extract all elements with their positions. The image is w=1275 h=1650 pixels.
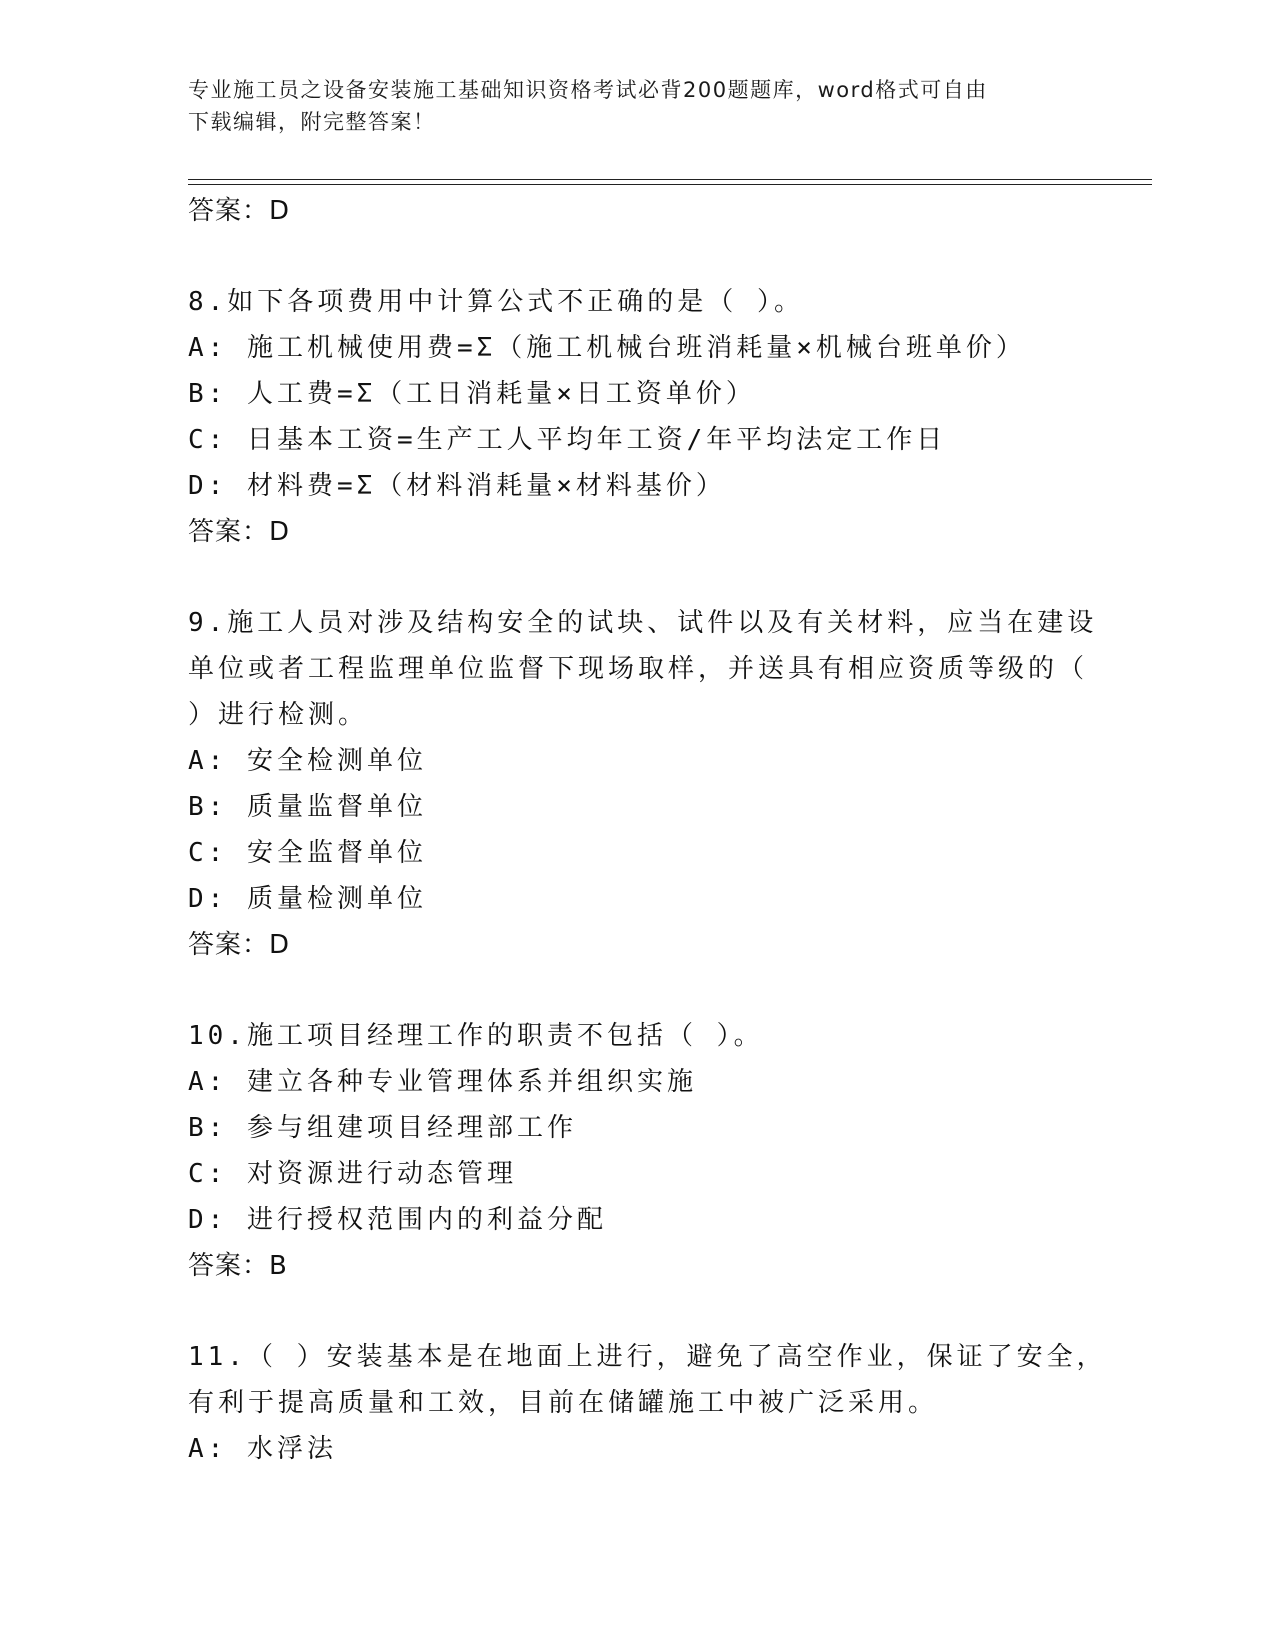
- option-b: B: 参与组建项目经理部工作: [188, 1113, 577, 1143]
- question-stem: 9.施工人员对涉及结构安全的试块、试件以及有关材料，应当在建设: [188, 608, 1098, 638]
- question-8: [188, 279, 1148, 555]
- header-rule-bottom: [188, 184, 1152, 185]
- option-d: D: 材料费=Σ（材料消耗量×材料基价）: [188, 471, 726, 501]
- answer-line: 答案：B: [188, 1251, 288, 1281]
- option-c: C: 安全监督单位: [188, 838, 427, 868]
- answer-line: 答案：D: [188, 517, 291, 547]
- option-a: A: 建立各种专业管理体系并组织实施: [188, 1067, 697, 1097]
- question-stem: ）进行检测。: [188, 700, 369, 730]
- answer-line: 答案：D: [188, 930, 291, 960]
- option-a: A: 水浮法: [188, 1434, 337, 1464]
- document-body: [188, 188, 1148, 1472]
- option-c: C: 对资源进行动态管理: [188, 1159, 517, 1189]
- option-a: A: 安全检测单位: [188, 746, 427, 776]
- question-stem: 单位或者工程监理单位监督下现场取样，并送具有相应资质等级的（: [188, 654, 1089, 684]
- option-c: C: 日基本工资=生产工人平均年工资/年平均法定工作日: [188, 425, 947, 455]
- option-b: B: 质量监督单位: [188, 792, 427, 822]
- question-9: [188, 600, 1148, 968]
- header-title-line-1: 专业施工员之设备安装施工基础知识资格考试必背200题题库，word格式可自由: [188, 78, 988, 102]
- option-a: A: 施工机械使用费=Σ（施工机械台班消耗量×机械台班单价）: [188, 333, 1026, 363]
- answer-line: 答案：D: [188, 196, 291, 226]
- option-d: D: 质量检测单位: [188, 884, 427, 914]
- document-header: [188, 74, 1088, 138]
- question-stem: 10.施工项目经理工作的职责不包括（ ）。: [188, 1021, 764, 1051]
- question-stem: 有利于提高质量和工效，目前在储罐施工中被广泛采用。: [188, 1388, 939, 1418]
- question-stem: 8.如下各项费用中计算公式不正确的是（ ）。: [188, 287, 804, 317]
- header-title-line-2: 下载编辑，附完整答案！: [188, 110, 436, 134]
- question-10: [188, 1013, 1148, 1289]
- header-rule-top: [188, 179, 1152, 180]
- option-d: D: 进行授权范围内的利益分配: [188, 1205, 607, 1235]
- option-b: B: 人工费=Σ（工日消耗量×日工资单价）: [188, 379, 756, 409]
- question-11: [188, 1334, 1148, 1472]
- question-stem: 11.（ ）安装基本是在地面上进行，避免了高空作业，保证了安全，: [188, 1342, 1107, 1372]
